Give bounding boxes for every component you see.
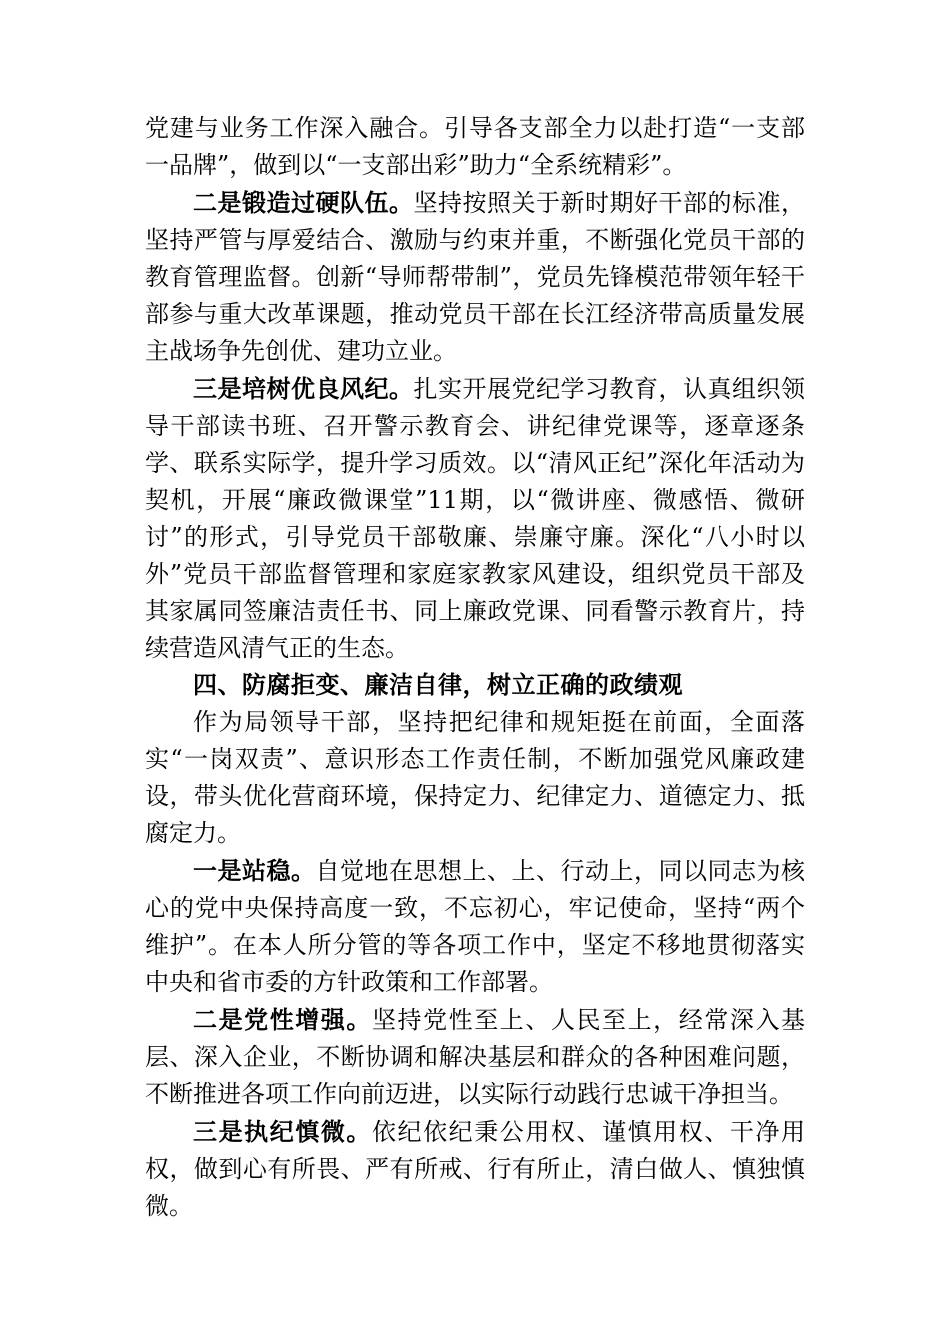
paragraph-lead: 二是锻造过硬队伍。: [193, 188, 414, 217]
paragraph-lead: 三是执纪慎微。: [193, 1117, 372, 1146]
paragraph-text: 扎实开展党纪学习教育，认真组织领导干部读书班、召开警示教育会、讲纪律党课等，逐章逐条学、联系实际学，提升学习质效。以“清风正纪”深化年活动为契机，开展“廉政微课堂”11期，以“微讲座、微感悟、微研讨”的形式，引导党员干部敬廉、崇廉守廉。深化“八小时以外”党员干部监督管理和家庭家教家风建设，组织党员干部及其家属同签廉洁责任书、同上廉政党课、同看警示教育片，持续营造风清气正的生态。: [145, 375, 805, 662]
paragraph-text: 坚持党性至上、人民至上，经常深入基层、深入企业，不断协调和解决基层和群众的各种困难问题，不断推进各项工作向前迈进，以实际行动践行忠诚干净担当。: [145, 1006, 806, 1108]
paragraph-forge-team: [145, 184, 805, 370]
paragraph-text: 坚持按照关于新时期好干部的标准，坚持严管与厚爱结合、激励与约束并重，不断强化党员干部的教育管理监督。创新“导师帮带制”，党员先锋模范带领年轻干部参与重大改革课题，推动党员干部在长江经济带高质量发展主战场争先创优、建功立业。: [145, 189, 805, 365]
paragraph-continuation: [145, 110, 805, 184]
document-body: [145, 110, 805, 1225]
paragraph-lead: 二是党性增强。: [193, 1005, 372, 1034]
paragraph-party-spirit: [145, 1001, 805, 1113]
section-heading: 四、防腐拒变、廉洁自律，树立正确的政绩观: [193, 671, 683, 699]
paragraph-text: 党建与业务工作深入融合。引导各支部全力以赴打造“一支部一品牌”，做到以“一支部出彩”助力“全系统精彩”。: [145, 114, 805, 179]
paragraph-lead: 一是站稳。: [193, 856, 316, 885]
paragraph-leadership-duty: [145, 704, 805, 852]
paragraph-lead: 三是培树优良风纪。: [193, 374, 414, 403]
paragraph-discipline-style: [145, 370, 805, 667]
paragraph-text: 依纪依纪秉公用权、谨慎用权、干净用权，做到心有所畏、严有所戒、行有所止，清白做人、慎独慎微。: [145, 1118, 806, 1220]
paragraph-text: 自觉地在思想上、上、行动上，同以同志为核心的党中央保持高度一致，不忘初心，牢记使命，坚持“两个维护”。在本人所分管的等各项工作中，坚定不移地贯彻落实中央和省市委的方针政策和工作部署。: [145, 857, 805, 996]
paragraph-discipline-caution: [145, 1113, 805, 1225]
paragraph-text: 作为局领导干部，坚持把纪律和规矩挺在前面，全面落实“一岗双责”、意识形态工作责任制，不断加强党风廉政建设，带头优化营商环境，保持定力、纪律定力、道德定力、抵腐定力。: [145, 708, 805, 847]
paragraph-stand-firm: [145, 852, 805, 1001]
